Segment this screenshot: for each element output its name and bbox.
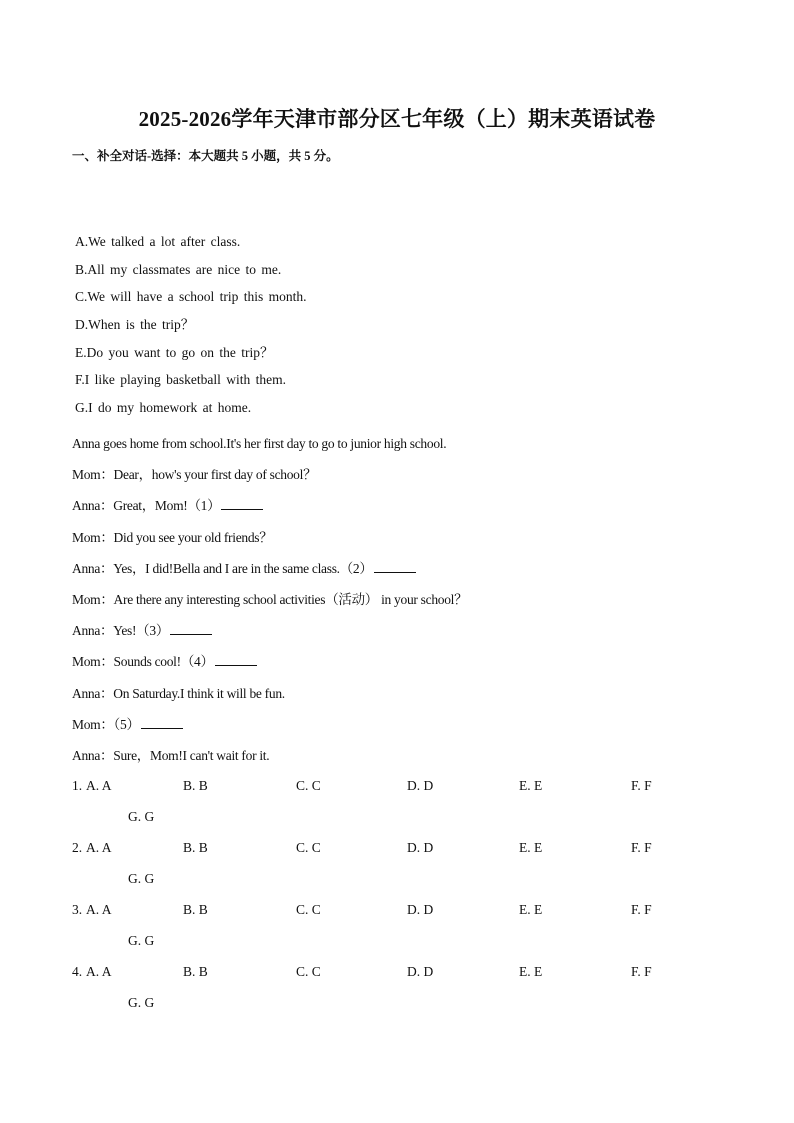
choice-c[interactable]: C. C (296, 840, 321, 855)
option-c: C.We will have a school trip this month. (75, 289, 307, 305)
dialogue (72, 434, 467, 777)
question-4 (72, 962, 692, 1013)
choice-g[interactable]: G. G (128, 933, 155, 948)
question-number: 2. (72, 840, 83, 855)
choice-a[interactable]: A. A (86, 964, 112, 979)
choice-e[interactable]: E. E (519, 964, 543, 979)
dialogue-line (72, 621, 467, 652)
dialogue-line (72, 715, 467, 746)
choice-f[interactable]: F. F (631, 902, 652, 917)
dialogue-line (72, 559, 467, 590)
choice-c[interactable]: C. C (296, 964, 321, 979)
option-e: E.Do you want to go on the trip？ (75, 344, 274, 360)
dialogue-text: Mom：Sounds cool!（4） (72, 654, 214, 670)
choice-g[interactable]: G. G (128, 995, 155, 1010)
dialogue-text: Anna：Yes，I did!Bella and I are in the same class.（2） (72, 560, 373, 576)
dialogue-text: Anna：On Saturday.I think it will be fun. (72, 685, 285, 701)
dialogue-line (72, 465, 467, 496)
option-g: G.I do my homework at home. (75, 400, 252, 416)
answer-blank-2[interactable] (374, 560, 416, 573)
option-d: D.When is the trip？ (75, 317, 195, 333)
dialogue-text: Anna goes home from school.It's her first day to go to junior high school. (72, 436, 447, 451)
question-2 (72, 838, 692, 889)
option-f: F.I like playing basketball with them. (75, 372, 287, 388)
choice-d[interactable]: D. D (407, 840, 434, 855)
dialogue-line (72, 496, 467, 527)
choice-f[interactable]: F. F (631, 778, 652, 793)
dialogue-line (72, 590, 467, 621)
option-a: A.We talked a lot after class. (75, 234, 241, 249)
choice-a[interactable]: A. A (86, 840, 112, 855)
choice-f[interactable]: F. F (631, 840, 652, 855)
section-heading: 一、补全对话-选择：本大题共 5 小题，共 5 分。 (72, 149, 339, 163)
choice-c[interactable]: C. C (296, 778, 321, 793)
choice-e[interactable]: E. E (519, 902, 543, 917)
dialogue-text: Mom：Did you see your old friends？ (72, 529, 273, 545)
dialogue-line (72, 528, 467, 559)
choice-c[interactable]: C. C (296, 902, 321, 917)
choice-g[interactable]: G. G (128, 871, 155, 886)
choice-d[interactable]: D. D (407, 902, 434, 917)
question-number: 3. (72, 902, 83, 917)
choice-b[interactable]: B. B (183, 964, 208, 979)
dialogue-line (72, 746, 467, 777)
dialogue-text: Mom：（5） (72, 716, 140, 732)
dialogue-text: Anna：Sure，Mom!I can't wait for it. (72, 747, 270, 763)
option-b: B.All my classmates are nice to me. (75, 261, 282, 277)
choice-d[interactable]: D. D (407, 964, 434, 979)
question-3 (72, 900, 692, 951)
choice-e[interactable]: E. E (519, 778, 543, 793)
question-1 (72, 776, 692, 827)
answer-blank-3[interactable] (170, 622, 212, 635)
dialogue-intro (72, 434, 467, 465)
dialogue-line (72, 684, 467, 715)
choice-a[interactable]: A. A (86, 778, 112, 793)
dialogue-text: Mom：Are there any interesting school activities（活动） in your school？ (72, 591, 468, 607)
question-number: 4. (72, 964, 83, 979)
choice-b[interactable]: B. B (183, 840, 208, 855)
choice-e[interactable]: E. E (519, 840, 543, 855)
choice-f[interactable]: F. F (631, 964, 652, 979)
choice-b[interactable]: B. B (183, 778, 208, 793)
answer-blank-4[interactable] (215, 653, 257, 666)
question-number: 1. (72, 778, 83, 793)
answer-blank-1[interactable] (221, 497, 263, 510)
choice-g[interactable]: G. G (128, 809, 155, 824)
choice-b[interactable]: B. B (183, 902, 208, 917)
answer-blank-5[interactable] (141, 716, 183, 729)
option-list (75, 232, 307, 426)
dialogue-text: Anna：Yes!（3） (72, 623, 170, 639)
dialogue-text: Anna：Great，Mom!（1） (72, 498, 221, 514)
page-title: 2025-2026学年天津市部分区七年级（上）期末英语试卷 (138, 107, 656, 131)
choice-a[interactable]: A. A (86, 902, 112, 917)
dialogue-line (72, 652, 467, 683)
dialogue-text: Mom：Dear，how's your first day of school？ (72, 467, 317, 483)
choice-d[interactable]: D. D (407, 778, 434, 793)
